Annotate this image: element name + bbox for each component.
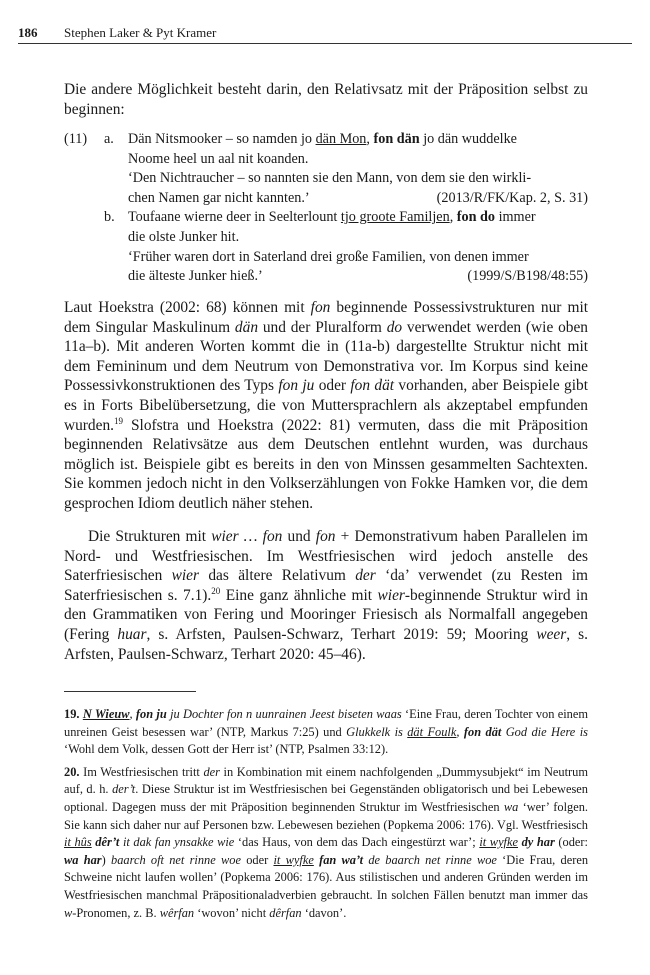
example-a-translation2: chen Namen gar nicht kannten.’ (2013/R/FK/Kap. 2, S. 31) [128,189,588,209]
footnote-ref-20: 20 [211,585,221,596]
intro-text: Die andere Möglichkeit besteht darin, den Relativsatz mit der Präposition selbst zu beginnen: [64,81,588,118]
header-rule [18,43,632,44]
example-b-source: (1999/S/B198/48:55) [467,268,588,285]
example-b-translation1: ‘Früher waren dort in Saterland drei große Familien, von denen immer [128,248,529,265]
footnotes [64,706,588,927]
paragraph-text: Die Strukturen mit wier … fon und fon + Demonstrativum haben Parallelen im Nord- und Westfriesischen. Im Westfriesischen wird jedoch anstelle des Saterfriesischen wier das ältere Relativum der ‘da’ verwendet (zu Resten im Saterfriesischen s. 7.1).$^{20}$ Eine ganz ähnliche mit wier-beginnende Struktur wird in den Grammatiken von Fering und Mooringer Friesisch als Normalfall angegeben (Fering huar, s. Arfsten, Paulsen-Schwarz, Terhart 2019: 59; Mooring weer, s. Arfsten, Paulsen-Schwarz, Terhart 2020: 45–46). [64,528,589,663]
example-number: (11) [64,131,88,147]
page-header [0,22,650,44]
footnote-20: 20. Im Westfriesischen tritt der in Kombination mit einem nachfolgenden „Dummysubjekt“ im Neutrum auf, d. h. der’t. Diese Struktur ist im Westfriesischen bei Gegenständen obligatorisch und bei Lebewesen optional. Dagegen muss der mit Präposition beginnenden Struktur im Westfriesischen wa ‘wer’ folgen. Sie kann sich daher nur auf Personen bzw. Lebewesen beziehen (Popkema 2006: 176). Vgl. Westfriesisch it hûs dêr’t it dak fan ynsakke wie ‘das Haus, von dem das Dach eingestürzt war’; it wyfke dy har (oder: wa har) baarch oft net rinne woe oder it wyfke fan wa’t de baarch net rinne woe ‘Die Frau, deren Schweine nicht laufen wollen’ (Popkema 2006: 176). Aus stilistischen und anderen Gründen werden im Westfriesischen manchmal Präpositionaladverbien gebraucht. In solchen Fällen benutzt man immer das w-Pronomen, z. B. wêrfan ‘wovon’ nicht dêrfan ‘davon’. [64,764,589,920]
example-b-translation2: die älteste Junker hieß.’ (1999/S/B198/48:55) [128,267,588,287]
example-b-line1: Toufaane wierne deer in Seelterlount tjo groote Familjen, fon do immer [128,209,536,226]
example-11 [64,130,588,287]
running-head: Stephen Laker & Pyt Kramer [64,25,217,40]
example-11a [64,130,588,208]
example-a-source: (2013/R/FK/Kap. 2, S. 31) [436,189,588,206]
example-a-line2: Noome heel un aal nit koanden. [128,150,309,167]
example-letter-b: b. [104,209,115,226]
footnote-19: 19. N Wieuw, fon ju ju Dochter fon n uunrainen Jeest biseten waas ‘Eine Frau, deren Tochter von einem unreinen Geist besessen war’ (NTP, Markus 7:25) und Glukkelk is dät Foulk, fon dät God die Here is ‘Wohl dem Volk, dessen Gott der Herr ist’ (NTP, Psalmen 33:12). [64,707,589,757]
example-11b [64,208,588,286]
example-a-line1: Dän Nitsmooker – so namden jo dän Mon, fon dän jo dän wuddelke [128,131,517,147]
example-a-translation1: ‘Den Nichtraucher – so nannten sie den Mann, von dem sie den wirkli- [128,170,532,187]
intro-paragraph [64,80,588,119]
paragraph-text: Laut Hoekstra (2002: 68) können mit fon beginnende Possessivstrukturen nur mit dem Singular Maskulinum dän und der Pluralform do verwendet werden (wie oben 11a–b). Mit anderen Worten kommt die in (11a-b) dargestellte Struktur nicht mit dem Femininum und dem Neutrum von Demonstrativa vor. Im Korpus sind keine Possessivkonstruktionen des Typs fon ju oder fon dät vorhanden, aber Beispiele gibt es in Forts Bibelübersetzung, die von Muttersprachlern als akzeptabel empfunden wurden.$^{19}$ Slofstra und Hoekstra (2022: 81) vermuten, dass die mit Präposition beginnenden Relativsätze aus dem Deutschen entlehnt wurden, was durchaus möglich ist. Beispiele gibt es bereits in den von Minssen gesammelten Sachtexten. Sie kommen jedoch nicht in den Volkserzählungen von Fokke Hamken vor, die dem gesprochen Idiom deutlich näher stehen. [64,299,589,512]
example-letter-a: a. [104,131,114,147]
body-paragraph-1 [64,298,588,514]
footnote-ref-19: 19 [114,415,124,426]
page-number: 186 [18,25,38,40]
example-b-line2: die olste Junker hit. [128,228,240,245]
footnote-rule [64,691,196,692]
body-paragraph-2 [64,527,588,664]
